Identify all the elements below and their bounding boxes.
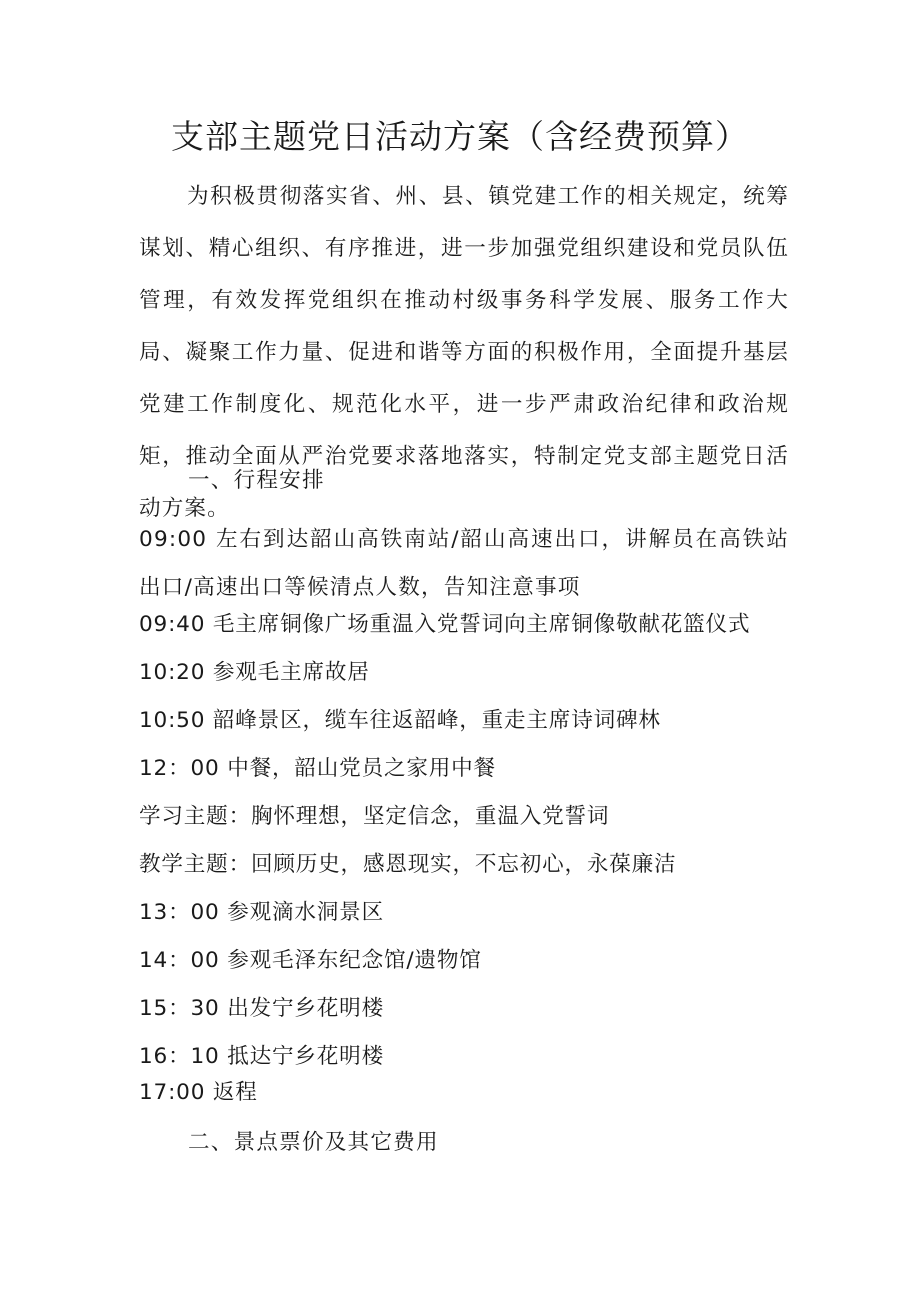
document-title: 支部主题党日活动方案（含经费预算） xyxy=(171,117,749,156)
intro-paragraph: 为积极贯彻落实省、州、县、镇党建工作的相关规定，统筹谋划、精心组织、有序推进，进一步加强党组织建设和党员队伍管理，有效发挥党组织在推动村级事务科学发展、服务工作大局、凝聚工作力量、促进和谐等方面的积极作用，全面提升基层党建工作制度化、规范化水平，进一步严肃政治纪律和政治规矩，推动全面从严治党要求落地落实，特制定党支部主题党日活动方案。 xyxy=(139,184,789,521)
itinerary-item-1300: 13：00 参观滴水洞景区 xyxy=(139,900,384,925)
itinerary-item-1020: 10:20 参观毛主席故居 xyxy=(139,660,370,685)
itinerary-item-0940: 09:40 毛主席铜像广场重温入党誓词向主席铜像敬献花篮仪式 xyxy=(139,612,751,637)
teaching-theme: 教学主题：回顾历史，感恩现实，不忘初心，永葆廉洁 xyxy=(139,852,677,877)
study-theme: 学习主题：胸怀理想，坚定信念，重温入党誓词 xyxy=(139,804,610,829)
itinerary-item-1530: 15：30 出发宁乡花明楼 xyxy=(139,996,384,1021)
itinerary-item-0900: 09:00 左右到达韶山高铁南站/韶山高速出口，讲解员在高铁站出口/高速出口等候清点人数，告知注意事项 xyxy=(139,527,789,600)
itinerary-item-1050: 10:50 韶峰景区，缆车往返韶峰，重走主席诗词碑林 xyxy=(139,708,661,733)
section-heading-itinerary: 一、行程安排 xyxy=(188,468,325,493)
itinerary-item-1200: 12：00 中餐，韶山党员之家用中餐 xyxy=(139,756,496,781)
itinerary-item-1610: 16：10 抵达宁乡花明楼 xyxy=(139,1044,384,1069)
section-heading-costs: 二、景点票价及其它费用 xyxy=(188,1130,439,1155)
itinerary-item-1700: 17:00 返程 xyxy=(139,1080,258,1105)
itinerary-item-1400: 14：00 参观毛泽东纪念馆/遗物馆 xyxy=(139,948,482,973)
